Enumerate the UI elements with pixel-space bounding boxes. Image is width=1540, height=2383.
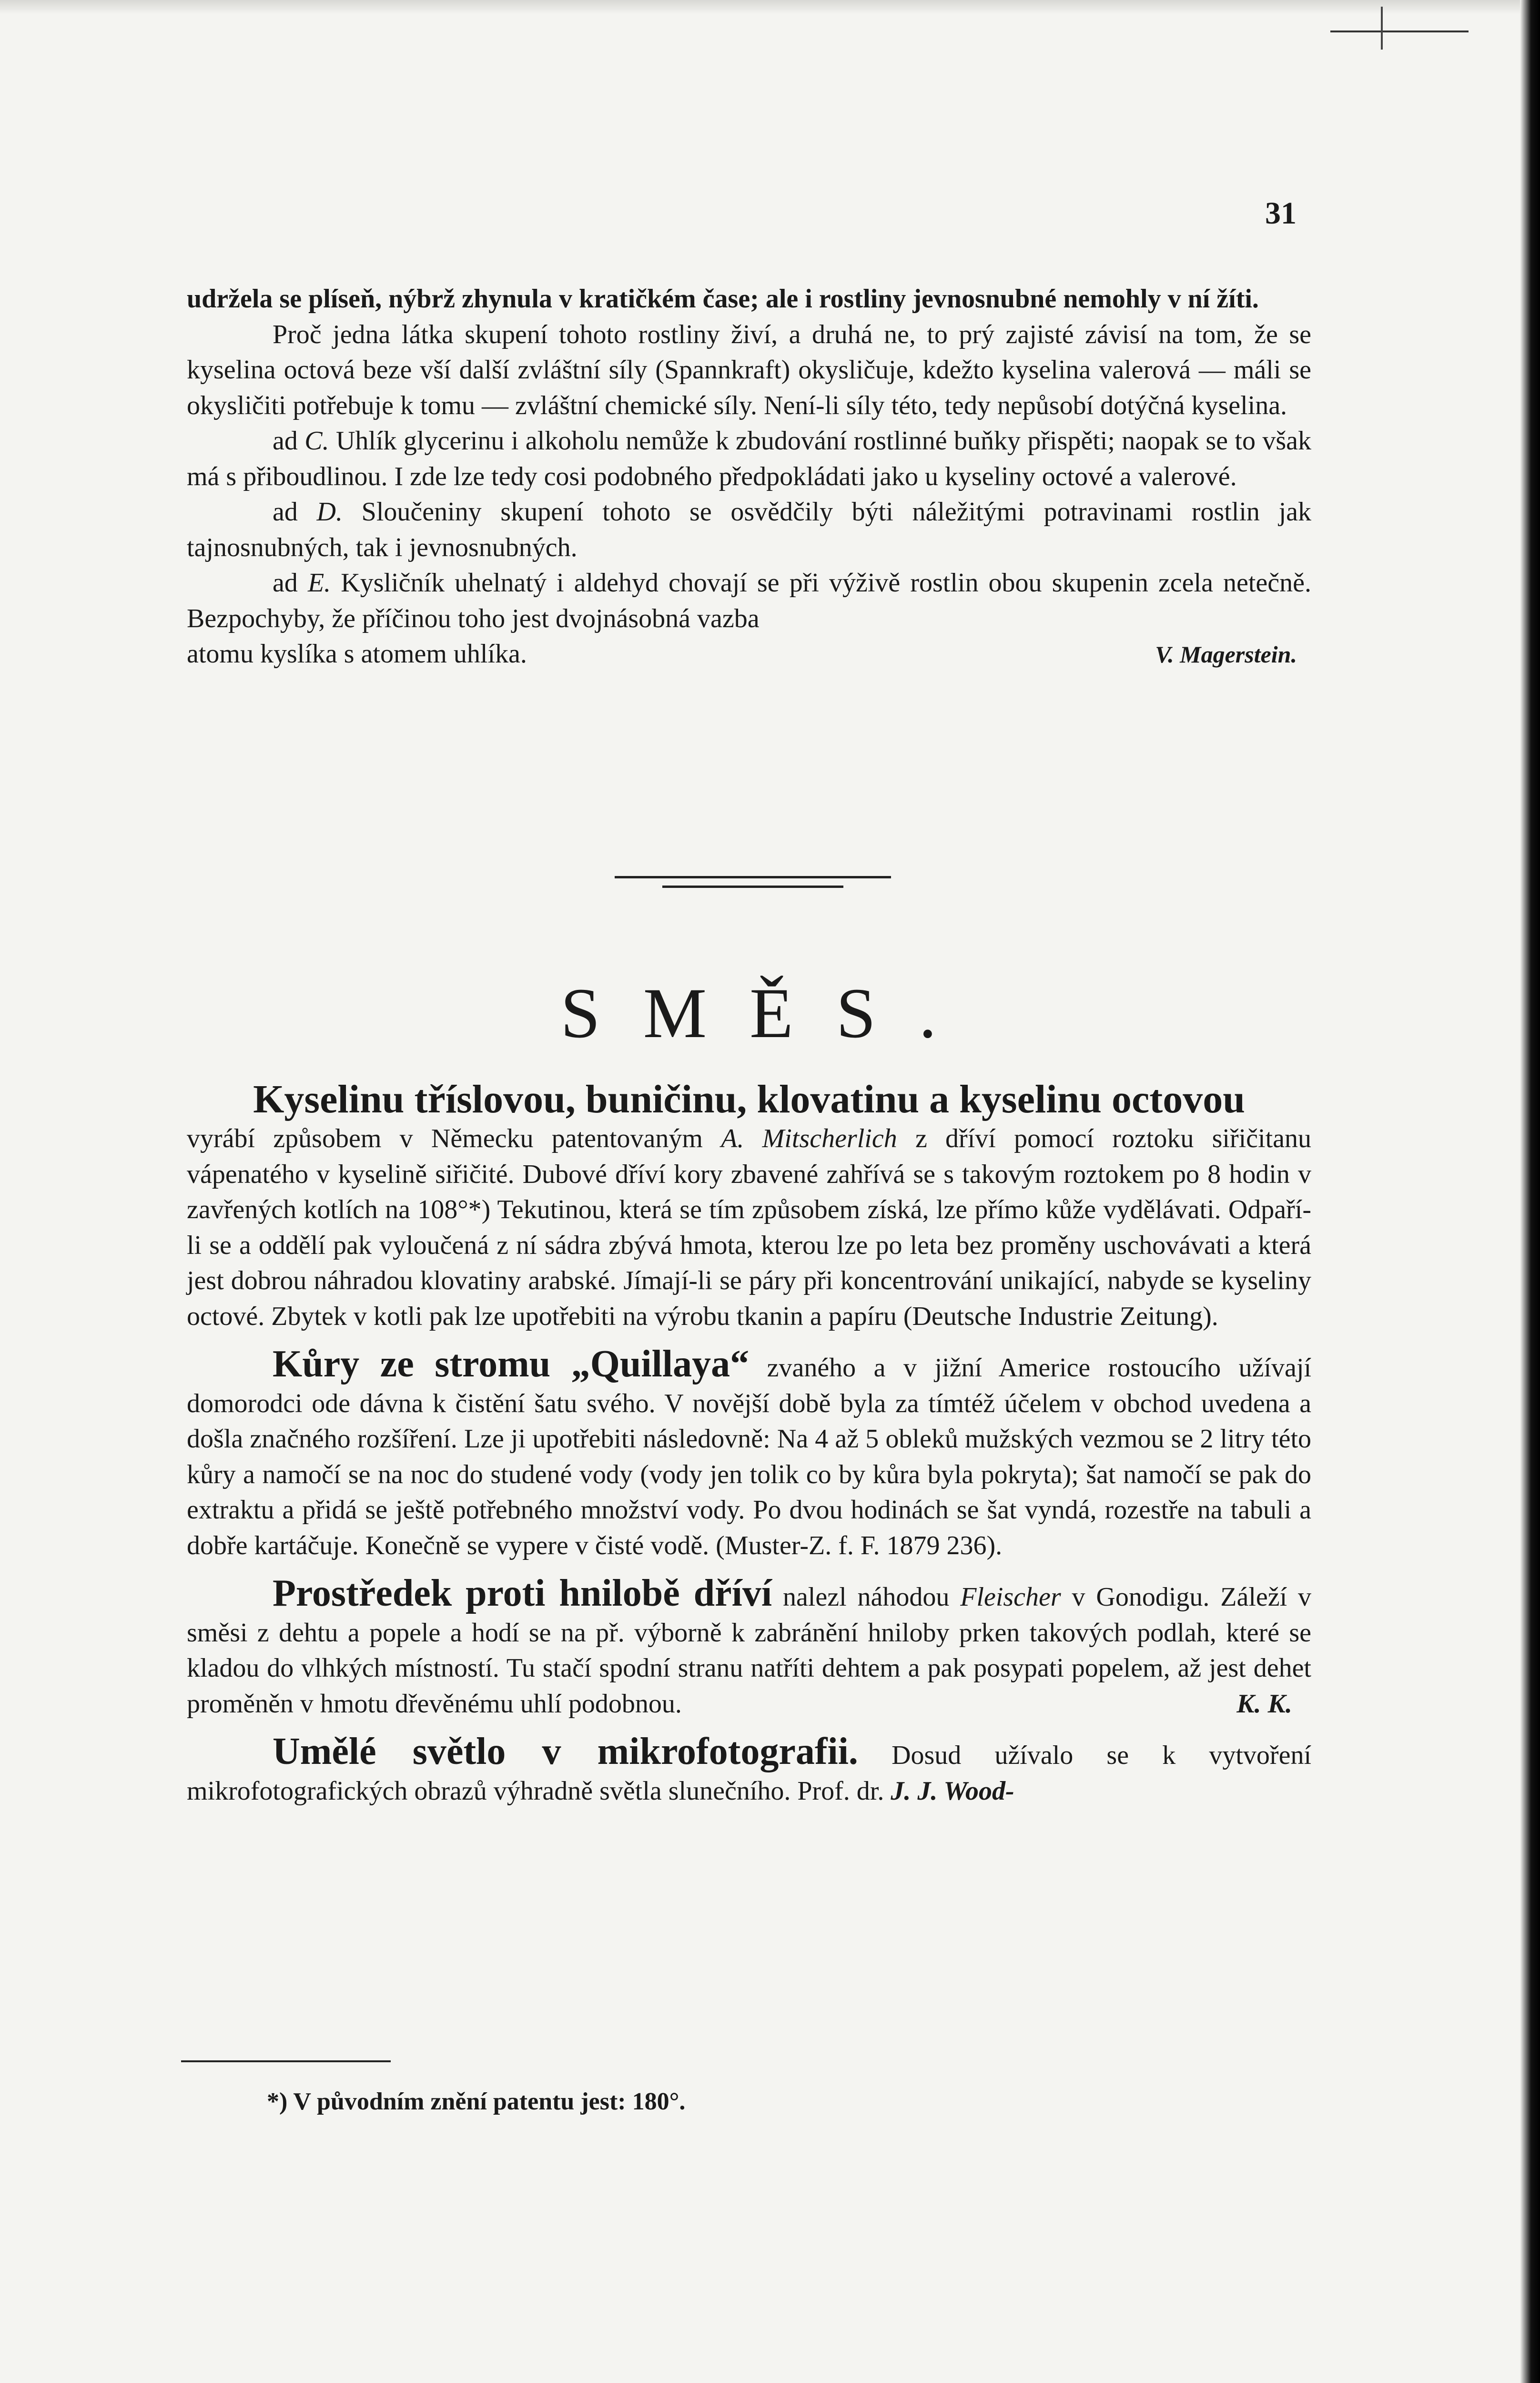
footnote-rule [181,2060,391,2062]
article-2-heading: Kůry ze stromu „Quillaya“ [273,1343,750,1385]
paragraph-2: Proč jedna látka skupení tohoto rostliny živí, a druhá ne, to prý zajisté závisí na tom, že se kyselina octová beze vší další zvláštní síly (Spannkraft) okysličuje, kdežto kyselina valerová — máli se okysličiti potřebuje k tomu — zvláštní chemické síly. Není-li síly této, tedy nepůsobí dotýčná kyselina. [187,319,1311,420]
article-4-heading: Umělé světlo v mikrofotografii. [273,1731,858,1772]
article-3-author: Fleischer [960,1582,1061,1612]
ad-c-text: Uhlík glycerinu i alkoholu nemůže k zbudování rostlinné buňky přispěti; naopak se to však má s přiboudlinou. I zde lze tedy cosi podobného předpokládati jako u kyseliny octové a valerové. [187,426,1312,491]
article-1-author: A. Mitscherlich [721,1124,897,1153]
articles-block [187,1078,1311,1809]
article-1-heading: Kyselinu tříslovou, buničinu, klovatinu a kyselinu octovou [253,1077,1245,1121]
separator-rule-top [615,876,891,878]
paragraph-ad-e [187,565,1311,636]
ad-d-text: Sloučeniny skupení tohoto se osvědčily býti náležitými potravinami rostlin jak tajnosnubných, tak i jevnosnubných. [187,497,1312,562]
scan-mark-line [1330,31,1469,32]
article-3-text-b: v Gonodigu. Záleží v směsi z dehtu a popele a hodí se na př. výborně k zabránění hniloby prken takových podlah, které se kladou do vlhkých místností. Tu stačí spodní stranu natříti dehtem a pak posypati popelem, až jest dehet proměněn v hmotu dřevěnému uhlí podobnou. [187,1582,1311,1719]
article-2-body [187,1343,1312,1563]
paragraph-ad-d [187,494,1311,565]
article-3-heading: Prostředek proti hnilobě dříví [273,1572,772,1614]
ad-letter-e: E. [307,568,331,598]
ad-letter-c: C. [304,426,329,456]
article-3-text-a: nalezl náhodou [772,1582,961,1612]
ad-label: ad [273,497,317,527]
continuation-block [187,281,1311,672]
ad-label: ad [273,426,305,456]
ad-label: ad [273,568,308,598]
section-title: SMĚS. [560,974,980,1053]
scan-edge-right [1520,0,1540,2383]
article-1-text-a: vyrábí způsobem v Německu patentovaným [187,1124,721,1153]
article-3-body [187,1572,1311,1721]
article-1-text-b: z dříví pomocí roztoku siřičitanu vápenatého v kyselině siřičité. Dubové dříví kory zbavené zahřívá se s takovým roztokem po 8 hodin v zavřených kotlích na 108°*) Tekutinou, která se tím způsobem získá, lze přímo kůže vydělávati. Odpaří-li se a oddělí pak vyloučená z ní sádra zbývá hmota, kterou lze po leta bez proměny uschovávati a která jest dobrou náhradou klovatiny arabské. Jímají-li se páry při koncentrování unikající, nabyde se kyseliny octové. Zbytek v kotli pak lze upotřebiti na výrobu tkanin a papíru (Deutsche Industrie Zeitung). [187,1124,1312,1331]
author-signature: V. Magerstein. [1155,641,1297,668]
scan-mark-tick [1381,7,1383,50]
article-4-text-a: Dosud užívalo se k vytvoření mikrofotografických obrazů výhradně světla slunečního. Prof. dr. [187,1741,1311,1806]
article-1-body [187,1121,1311,1334]
scan-edge-top [0,0,1540,14]
separator-rule-bottom [662,886,843,888]
ad-e-text: Kysličník uhelnatý i aldehyd chovají se při výživě rostlin obou skupenin zcela netečně. Bezpochyby, že příčinou toho jest dvojnásobná vazba [187,568,1311,633]
article-3-signature: K. K. [1236,1689,1292,1719]
footnote: *) V původním znění patentu jest: 180°. [267,2088,686,2115]
paragraph-1: udržela se plíseň, nýbrž zhynula v kratičkém čase; ale i rostliny jevnosnubné nemohly v ní žíti. [187,284,1259,314]
ad-letter-d: D. [316,497,343,527]
page-number: 31 [1265,196,1297,231]
article-4-body [187,1731,1311,1809]
closing-line: atomu kyslíka s atomem uhlíka. [187,639,527,669]
article-2-text: zvaného a v jižní Americe rostoucího užívají domorodci ode dávna k čistění šatu svého. V novější době byla za tímtéž účelem v obchod uvedena a došla značného rozšíření. Lze ji upotřebiti následovně: Na 4 až 5 obleků mužských vezmou se 2 litry této kůry a namočí se na noc do studené vody (vody jen tolik co by kůra byla pokryta); šat namočí se pak do extraktu a přidá se ještě potřebného množství vody. Po dvou hodinách se šat vyndá, rozestře na tabuli a dobře kartáčuje. Konečně se vypere v čisté vodě. (Muster-Z. f. F. 1879 236). [187,1353,1312,1560]
article-4-author: J. J. Wood- [891,1776,1014,1806]
paragraph-ad-c [187,423,1311,494]
signature-line [187,636,1311,672]
